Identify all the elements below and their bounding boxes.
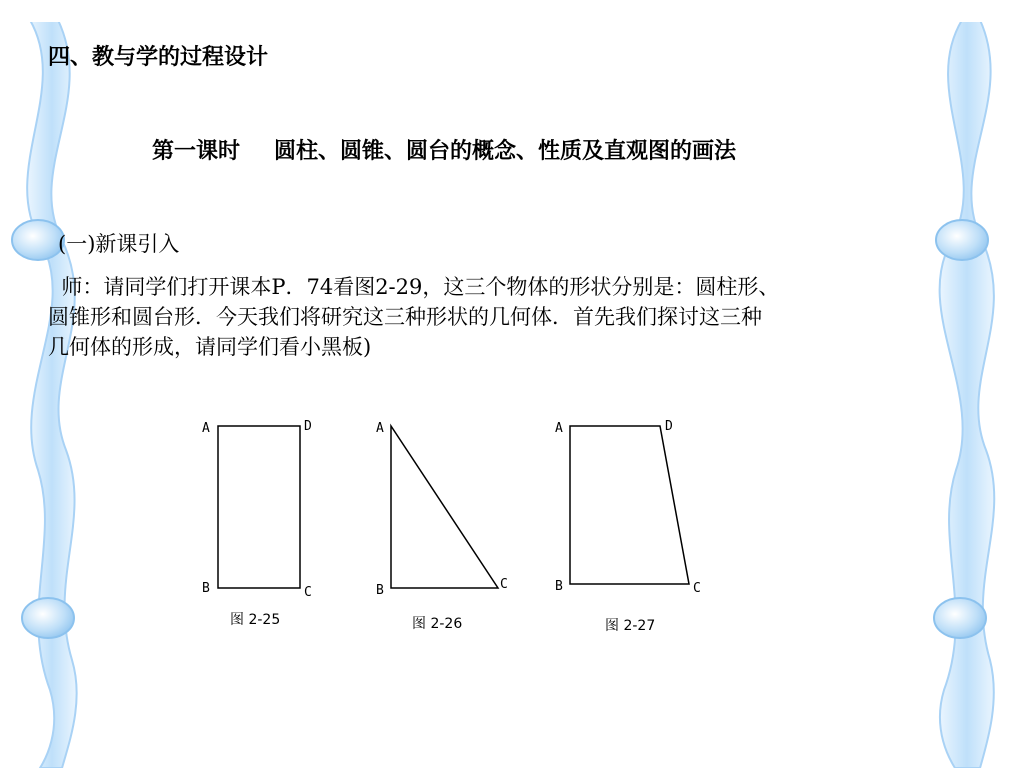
- top-band: [0, 0, 1024, 22]
- vertex-label-c: C: [693, 581, 701, 596]
- trapezoid-diagram: [553, 412, 723, 637]
- bead-right-upper: [936, 220, 988, 260]
- vertex-label-b: B: [555, 579, 563, 594]
- subheading: (一)新课引入: [58, 232, 180, 256]
- triangle-diagram: [374, 412, 524, 637]
- bead-right-lower: [934, 598, 986, 638]
- figure-caption: 图 2-25: [230, 612, 281, 628]
- lesson-title: [152, 134, 736, 165]
- lesson-topic: 圆柱、圆锥、圆台的概念、性质及直观图的画法: [274, 138, 737, 164]
- figure-triangle: [374, 412, 524, 637]
- left-ribbon: [27, 20, 77, 768]
- figure-rectangle: [200, 412, 330, 632]
- vertex-label-c: C: [304, 585, 312, 600]
- vertex-label-c: C: [500, 577, 508, 592]
- vertex-label-a: A: [202, 421, 210, 436]
- figure-trapezoid: [553, 412, 723, 637]
- intro-paragraph: [48, 272, 928, 362]
- rectangle-shape: [218, 426, 300, 588]
- section-title: 四、教与学的过程设计: [48, 44, 269, 70]
- figure-caption: 图 2-27: [605, 618, 656, 634]
- vertex-label-a: A: [376, 421, 384, 436]
- trapezoid-shape: [570, 426, 689, 584]
- vertex-label-d: D: [665, 419, 673, 434]
- bead-left-upper: [12, 220, 64, 260]
- lesson-number: 第一课时: [152, 138, 241, 164]
- vertex-label-a: A: [555, 421, 563, 436]
- vertex-label-b: B: [202, 581, 210, 596]
- right-ribbon: [940, 20, 995, 768]
- paragraph-line: 圆锥形和圆台形．今天我们将研究这三种形状的几何体．首先我们探讨这三种: [48, 305, 762, 329]
- vertex-label-d: D: [304, 419, 312, 434]
- paragraph-line: 几何体的形成，请同学们看小黑板): [48, 335, 372, 359]
- paragraph-line: 师：请同学们打开课本P．74看图2-29，这三个物体的形状分别是：圆柱形、: [48, 275, 780, 299]
- triangle-shape: [391, 426, 498, 588]
- bead-left-lower: [22, 598, 74, 638]
- vertex-label-b: B: [376, 583, 384, 598]
- rectangle-diagram: [200, 412, 330, 632]
- figure-caption: 图 2-26: [412, 616, 463, 632]
